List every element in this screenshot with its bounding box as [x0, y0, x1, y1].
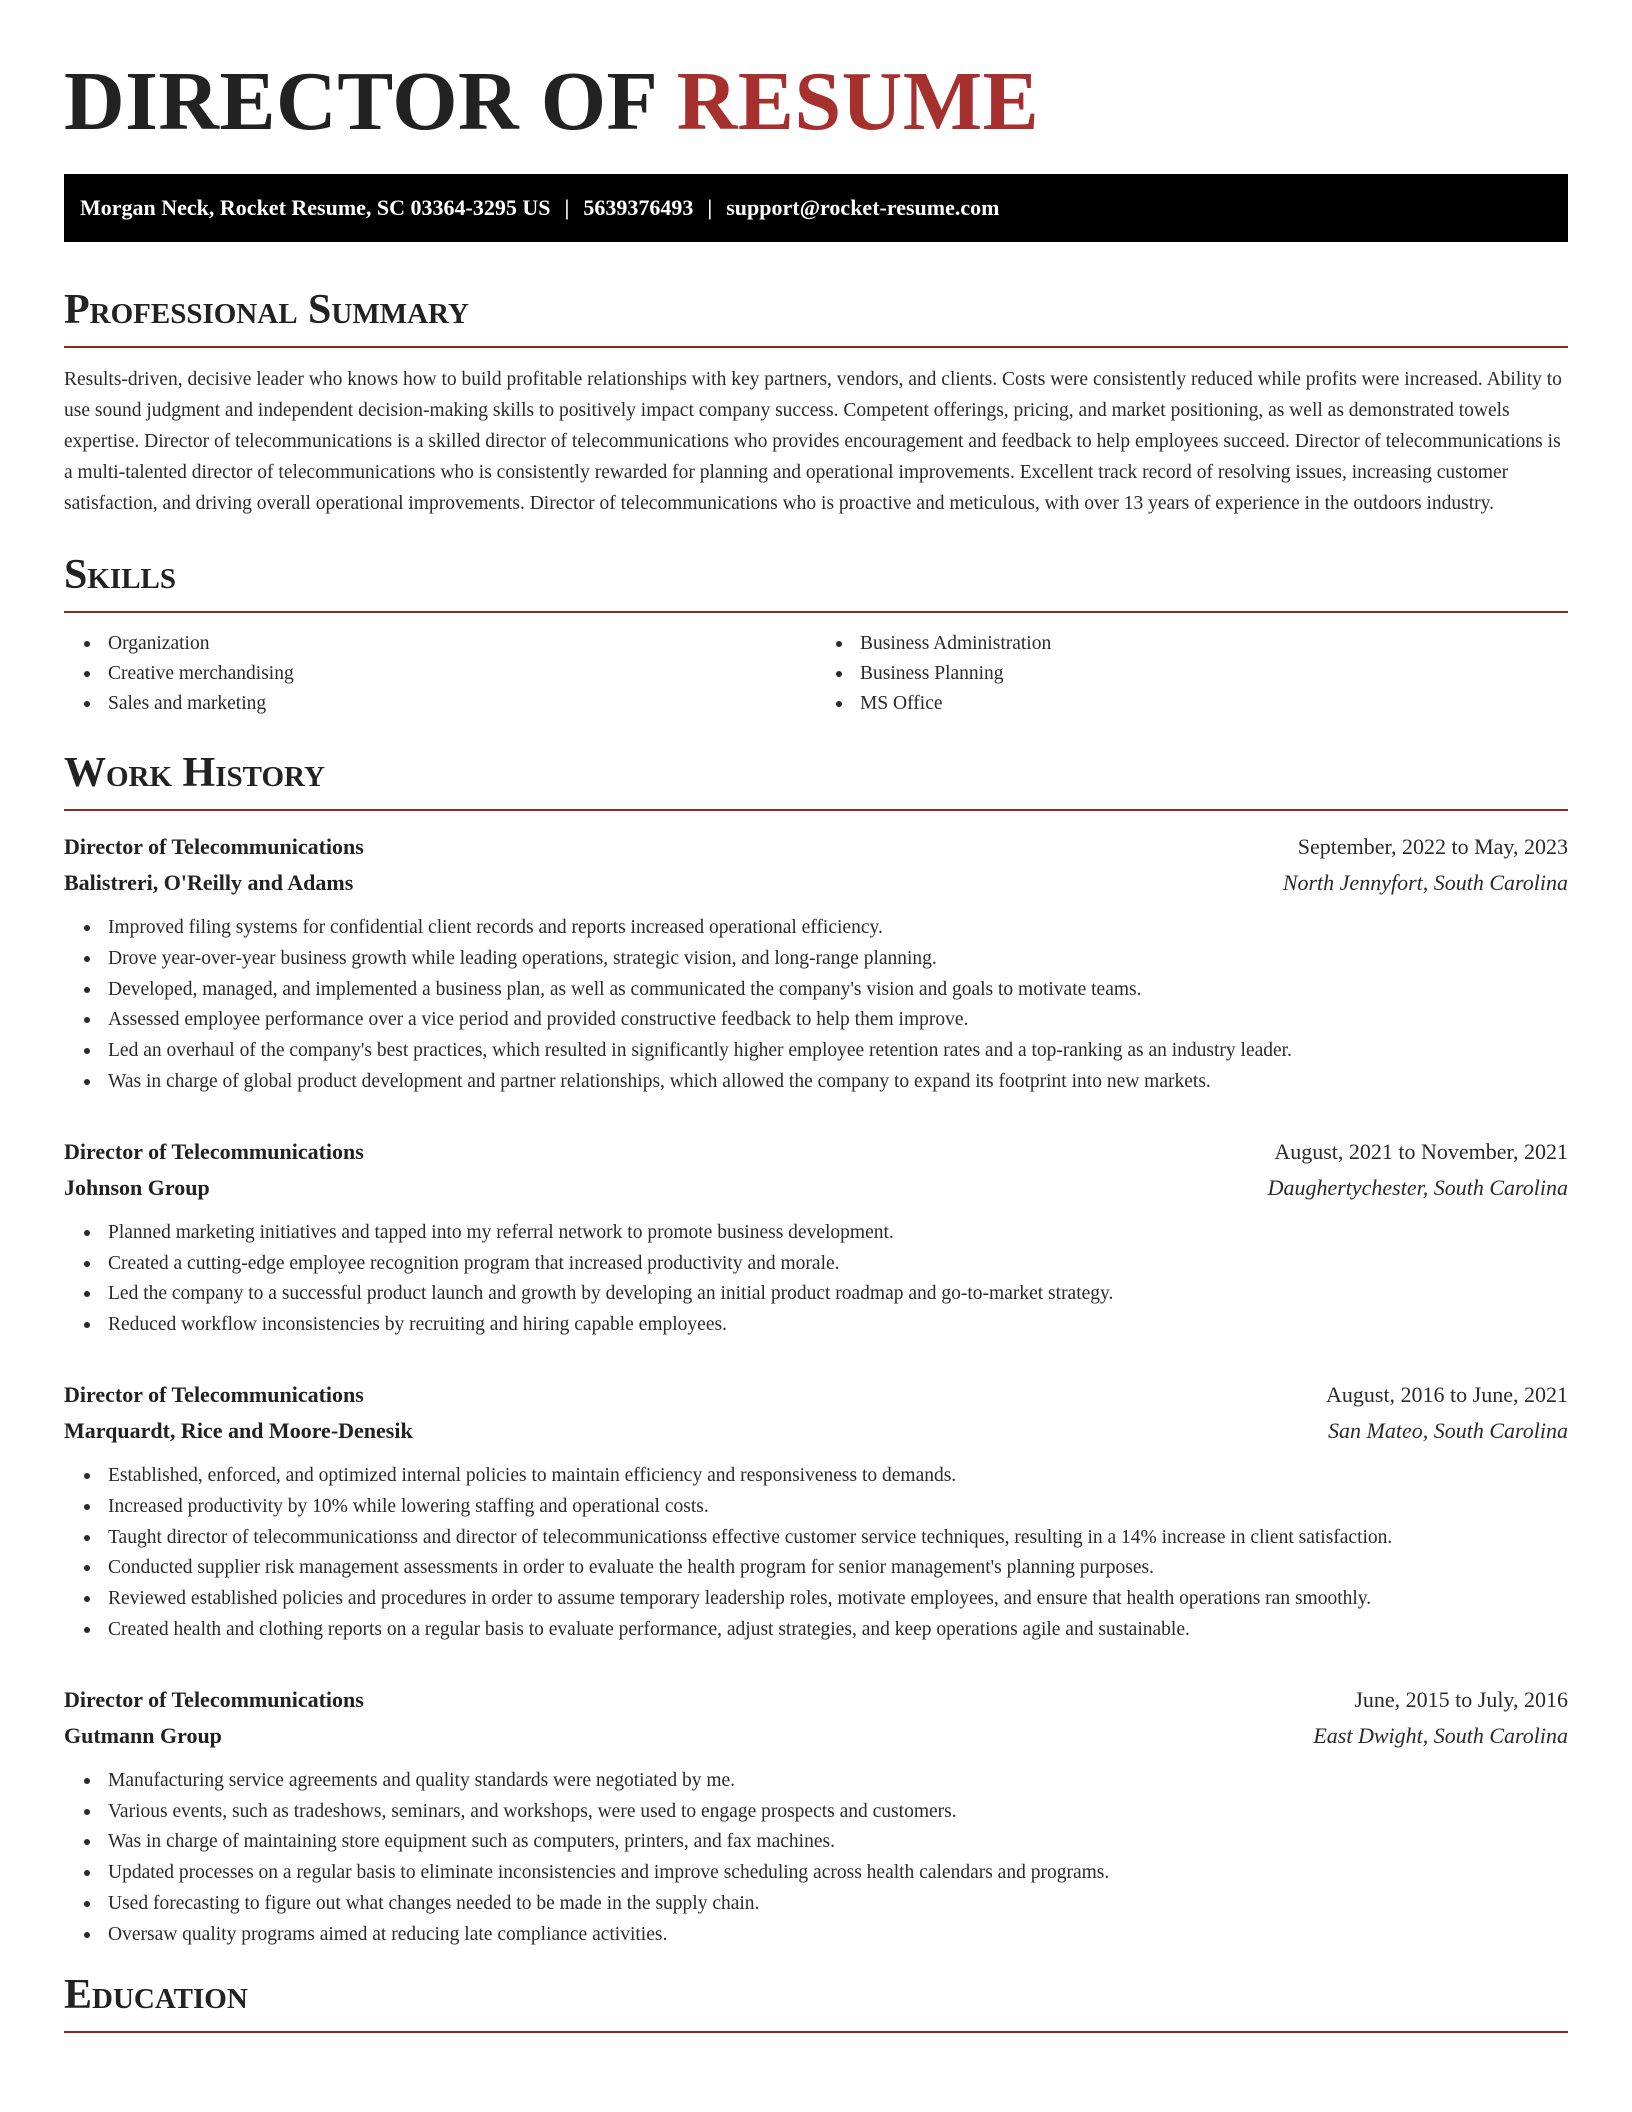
- job-bullet: Was in charge of global product development and partner relationships, which allowed the company to expand its footprint into new markets.: [108, 1067, 1568, 1098]
- job-bullet: Increased productivity by 10% while lowering staffing and operational costs.: [108, 1492, 1568, 1523]
- job-location: Daughertychester, South Carolina: [1267, 1174, 1568, 1200]
- title-main: DIRECTOR OF: [64, 55, 677, 148]
- job-bullets: [64, 913, 1568, 1098]
- job-bullets: [64, 1218, 1568, 1341]
- job-bullet: Used forecasting to figure out what changes needed to be made in the supply chain.: [108, 1889, 1568, 1920]
- job-company: Johnson Group: [64, 1174, 210, 1200]
- contact-bar: [64, 174, 1568, 242]
- contact-email[interactable]: support@rocket-resume.com: [726, 195, 1000, 220]
- job-company: Balistreri, O'Reilly and Adams: [64, 870, 354, 895]
- work-history-section: [64, 747, 1568, 1951]
- job-bullet: Assessed employee performance over a vice period and provided constructive feedback to help them improve.: [108, 1005, 1568, 1036]
- job-bullets: [64, 1461, 1568, 1646]
- job-header-row: [64, 1682, 1568, 1718]
- skill-item: Creative merchandising: [108, 659, 816, 689]
- job-entry: [64, 1134, 1568, 1341]
- summary-section: [64, 284, 1568, 519]
- job-header-row: [64, 829, 1568, 865]
- contact-separator: |: [564, 195, 570, 220]
- job-title: Director of Telecommunications: [64, 834, 364, 859]
- job-dates: August, 2021 to November, 2021: [1274, 1138, 1568, 1164]
- job-company-row: [64, 1413, 1568, 1449]
- summary-heading: Professional Summary: [64, 284, 1568, 348]
- skill-item: Sales and marketing: [108, 689, 816, 719]
- job-bullet: Drove year-over-year business growth while leading operations, strategic vision, and long-range planning.: [108, 944, 1568, 975]
- job-bullet: Developed, managed, and implemented a business plan, as well as communicated the company's vision and goals to motivate teams.: [108, 975, 1568, 1006]
- job-location: San Mateo, South Carolina: [1328, 1417, 1568, 1443]
- job-title: Director of Telecommunications: [64, 1381, 364, 1407]
- job-bullets: [64, 1766, 1568, 1951]
- job-bullet: Oversaw quality programs aimed at reducing late compliance activities.: [108, 1920, 1568, 1951]
- job-location: East Dwight, South Carolina: [1313, 1722, 1568, 1748]
- job-bullet: Updated processes on a regular basis to eliminate inconsistencies and improve scheduling across health calendars and programs.: [108, 1858, 1568, 1889]
- skill-item: MS Office: [860, 689, 1568, 719]
- job-bullet: Was in charge of maintaining store equipment such as computers, printers, and fax machines.: [108, 1827, 1568, 1858]
- job-bullet: Created a cutting-edge employee recognition program that increased productivity and morale.: [108, 1249, 1568, 1280]
- job-company-row: [64, 1170, 1568, 1206]
- contact-phone[interactable]: 5639376493: [583, 195, 694, 220]
- education-section: [64, 1969, 1568, 2033]
- job-title: Director of Telecommunications: [64, 1138, 364, 1164]
- job-bullet: Conducted supplier risk management assessments in order to evaluate the health program for senior management's planning purposes.: [108, 1553, 1568, 1584]
- skills-column-left: [64, 629, 816, 719]
- skills-section: [64, 549, 1568, 719]
- job-bullet: Improved filing systems for confidential client records and reports increased operational efficiency.: [108, 913, 1568, 944]
- job-location: North Jennyfort, South Carolina: [1282, 870, 1568, 895]
- skill-item: Business Planning: [860, 659, 1568, 689]
- job-dates: August, 2016 to June, 2021: [1326, 1381, 1568, 1407]
- education-heading: Education: [64, 1969, 1568, 2033]
- job-company-row: [64, 865, 1568, 901]
- job-company: Marquardt, Rice and Moore-Denesik: [64, 1417, 413, 1443]
- job-bullet: Led an overhaul of the company's best practices, which resulted in significantly higher employee retention rates and a top-ranking as an industry leader.: [108, 1036, 1568, 1067]
- job-header-row: [64, 1134, 1568, 1170]
- job-dates: September, 2022 to May, 2023: [1297, 834, 1568, 859]
- job-bullet: Various events, such as tradeshows, seminars, and workshops, were used to engage prospects and customers.: [108, 1797, 1568, 1828]
- skills-heading: Skills: [64, 549, 1568, 613]
- job-company-row: [64, 1718, 1568, 1754]
- job-bullet: Established, enforced, and optimized internal policies to maintain efficiency and responsiveness to demands.: [108, 1461, 1568, 1492]
- job-title: Director of Telecommunications: [64, 1686, 364, 1712]
- skill-item: Business Administration: [860, 629, 1568, 659]
- skill-item: Organization: [108, 629, 816, 659]
- job-bullet: Reviewed established policies and procedures in order to assume temporary leadership roles, motivate employees, and ensure that health operations ran smoothly.: [108, 1584, 1568, 1615]
- job-entry: [64, 1377, 1568, 1646]
- skills-column-right: [816, 629, 1568, 719]
- job-bullet: Led the company to a successful product launch and growth by developing an initial product roadmap and go-to-market strategy.: [108, 1279, 1568, 1310]
- job-bullet: Created health and clothing reports on a regular basis to evaluate performance, adjust strategies, and keep operations agile and sustainable.: [108, 1615, 1568, 1646]
- contact-separator: |: [707, 195, 713, 220]
- job-company: Gutmann Group: [64, 1722, 222, 1748]
- job-bullet: Planned marketing initiatives and tapped into my referral network to promote business development.: [108, 1218, 1568, 1249]
- job-dates: June, 2015 to July, 2016: [1354, 1686, 1568, 1712]
- summary-text: Results-driven, decisive leader who knows how to build profitable relationships with key partners, vendors, and clients. Costs were consistently reduced while profits were increased. Ability to use sound judgment and independent decision-making skills to positively impact company success. Competent offerings, pricing, and market positioning, as well as demonstrated towels expertise. Director of telecommunications is a skilled director of telecommunications who provides encouragement and feedback to help employees succeed. Director of telecommunications is a multi-talented director of telecommunications who is consistently rewarded for planning and operational improvements. Excellent track record of resolving issues, increasing customer satisfaction, and driving overall operational improvements. Director of telecommunications who is proactive and meticulous, with over 13 years of experience in the outdoors industry.: [64, 369, 1562, 514]
- job-bullet: Manufacturing service agreements and quality standards were negotiated by me.: [108, 1766, 1568, 1797]
- job-entry: [64, 829, 1568, 1098]
- contact-address: Morgan Neck, Rocket Resume, SC 03364-3295 US: [80, 195, 551, 220]
- title-accent: RESUME: [676, 55, 1040, 148]
- resume-title: [64, 56, 1568, 148]
- work-history-heading: Work History: [64, 747, 1568, 811]
- job-entry: [64, 1682, 1568, 1951]
- job-bullet: Taught director of telecommunicationss and director of telecommunicationss effective customer service techniques, resulting in a 14% increase in client satisfaction.: [108, 1523, 1568, 1554]
- job-header-row: [64, 1377, 1568, 1413]
- skills-grid: [64, 629, 1568, 719]
- job-bullet: Reduced workflow inconsistencies by recruiting and hiring capable employees.: [108, 1310, 1568, 1341]
